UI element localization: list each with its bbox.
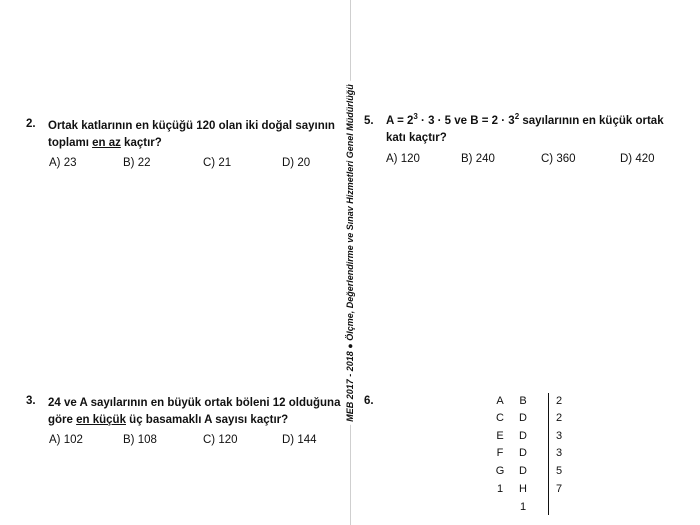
table-cell: D	[519, 412, 527, 424]
table-cell: C	[496, 412, 504, 424]
table-cell: 2	[555, 412, 563, 424]
table-cell: 1	[519, 501, 527, 513]
question-line-1: Ortak katlarının en küçüğü 120 olan iki doğal sayının	[48, 120, 335, 132]
table-cell: 5	[555, 465, 563, 477]
question-line-2: katı kaçtır?	[386, 132, 447, 144]
question-text	[48, 118, 335, 152]
option-b[interactable]: B) 22	[123, 157, 151, 169]
option-d[interactable]: D) 144	[282, 434, 317, 446]
option-d[interactable]: D) 20	[282, 157, 311, 169]
table-cell: 1	[496, 483, 504, 495]
question-number: 5.	[364, 115, 374, 127]
table-cell: 3	[555, 447, 563, 459]
option-d[interactable]: D) 420	[620, 153, 655, 165]
option-b[interactable]: B) 240	[461, 153, 495, 165]
question-number: 2.	[26, 118, 36, 130]
table-cell: 7	[555, 483, 563, 495]
table-cell: F	[496, 447, 504, 459]
question-line-2: toplamı en az kaçtır?	[48, 137, 162, 149]
option-c[interactable]: C) 120	[203, 434, 238, 446]
question-line-1: 24 ve A sayılarının en büyük ortak böleni 12 olduğuna	[48, 397, 341, 409]
question-text	[386, 113, 664, 147]
question-number: 3.	[26, 395, 36, 407]
emphasis: en küçük	[76, 414, 126, 426]
option-a[interactable]: A) 102	[49, 434, 83, 446]
question-number: 6.	[364, 395, 374, 407]
option-b[interactable]: B) 108	[123, 434, 157, 446]
vertical-footer-text: MEB 2017 - 2018 ● Ölçme, Değerlendirme ve Sınav Hizmetleri Genel Müdürlüğü	[345, 81, 355, 425]
division-line	[548, 393, 549, 515]
table-cell: D	[519, 447, 527, 459]
table-cell: A	[496, 395, 504, 407]
question-3	[26, 395, 341, 455]
table-cell: B	[519, 395, 527, 407]
question-text	[48, 395, 340, 429]
option-c[interactable]: C) 21	[203, 157, 232, 169]
option-a[interactable]: A) 23	[49, 157, 77, 169]
option-c[interactable]: C) 360	[541, 153, 576, 165]
table-cell: D	[519, 465, 527, 477]
question-line-1: $A = 2^3 \cdot 3 \cdot 5$ ve $B = 2 \cdot 3^2$ sayılarının en küçük ortak	[386, 112, 664, 127]
table-cell: E	[496, 430, 504, 442]
table-cell: 3	[555, 430, 563, 442]
table-cell: 2	[555, 395, 563, 407]
factor-table	[488, 393, 578, 518]
question-line-2: göre en küçük üç basamaklı A sayısı kaçtır?	[48, 414, 289, 426]
option-a[interactable]: A) 120	[386, 153, 420, 165]
table-cell: G	[495, 465, 505, 477]
question-5	[364, 113, 694, 173]
emphasis: en az	[92, 137, 121, 149]
table-cell: D	[519, 430, 527, 442]
question-2	[26, 118, 341, 178]
question-6	[364, 395, 384, 415]
table-cell: H	[519, 483, 527, 495]
